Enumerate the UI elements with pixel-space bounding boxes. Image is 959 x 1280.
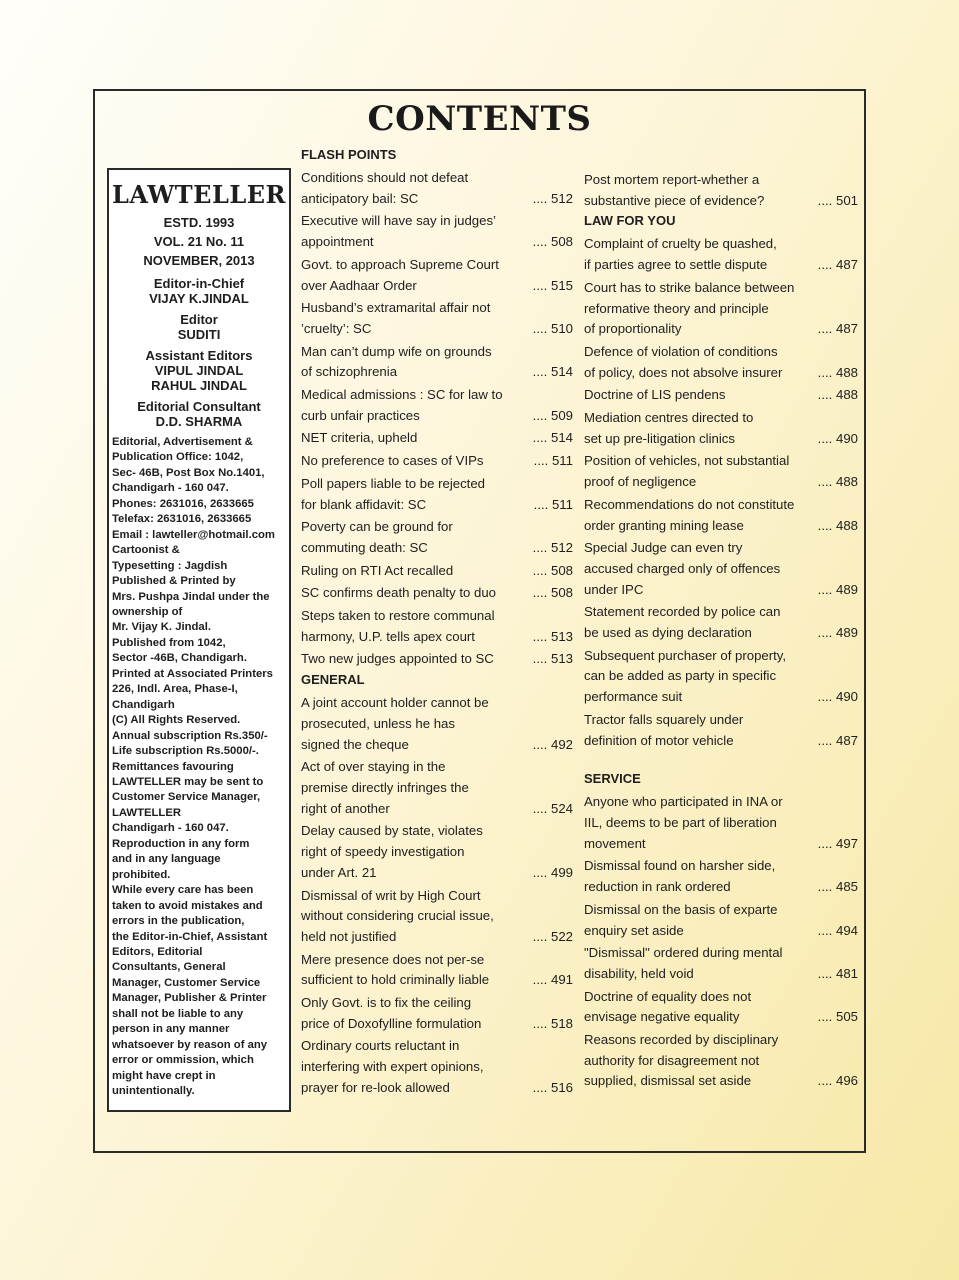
- entry-title: Post mortem report-whether a substantive piece of evidence?: [584, 172, 765, 208]
- contents-entry[interactable]: [584, 495, 858, 536]
- entry-page: .... 488: [817, 474, 858, 490]
- entry-page: .... 487: [817, 732, 858, 748]
- entry-page: .... 512: [532, 539, 573, 555]
- contents-entry[interactable]: [584, 646, 858, 708]
- editor-in-chief-label: Editor-in-Chief: [153, 276, 245, 291]
- entry-page: .... 514: [532, 364, 573, 380]
- contents-entry[interactable]: [584, 451, 858, 492]
- editorial-consultant-label: Editorial Consultant: [137, 399, 261, 414]
- entry-title: Dismissal of writ by High Court without considering crucial issue, held not justified: [301, 887, 494, 944]
- assistant-editor-name: VIPUL JINDAL: [154, 363, 244, 378]
- entry-page: .... 490: [817, 430, 858, 446]
- entry-title: Delay caused by state, violates right of speedy investigation under Art. 21: [301, 823, 483, 880]
- page-title: CONTENTS: [367, 99, 592, 139]
- contents-frame: [93, 89, 866, 1153]
- contents-entry[interactable]: [301, 255, 573, 296]
- contents-entry[interactable]: [584, 234, 858, 275]
- entry-title: Statement recorded by police can be used as dying declaration: [584, 604, 781, 641]
- entry-title: No preference to cases of VIPs: [301, 453, 484, 469]
- entry-page: .... 488: [817, 387, 858, 403]
- established-year: ESTD. 1993: [163, 215, 235, 230]
- contents-entry[interactable]: [301, 474, 573, 515]
- entry-title: Doctrine of equality does not envisage negative equality: [584, 988, 752, 1025]
- entry-title: Conditions should not defeat anticipatory bail: SC: [301, 170, 469, 206]
- contents-entry[interactable]: [301, 517, 573, 558]
- section-heading-flash-points: FLASH POINTS: [301, 147, 397, 162]
- entry-page: .... 513: [532, 651, 573, 667]
- section-heading-service: SERVICE: [584, 771, 641, 787]
- contents-entry[interactable]: [584, 792, 858, 854]
- entry-title: Ordinary courts reluctant in interfering with expert opinions, prayer for re-look allowed: [301, 1038, 484, 1095]
- contents-entry[interactable]: [301, 168, 573, 209]
- contents-entry[interactable]: [301, 583, 573, 604]
- entry-title: Defence of violation of conditions of policy, does not absolve insurer: [584, 343, 783, 380]
- contents-entry[interactable]: [301, 385, 573, 426]
- entry-title: Man can’t dump wife on grounds of schizophrenia: [301, 343, 492, 380]
- editor-label: Editor: [180, 312, 218, 327]
- contents-entry[interactable]: [584, 987, 858, 1028]
- entry-title: Recommendations do not constitute order granting mining lease: [584, 496, 795, 533]
- entry-title: Tractor falls squarely under definition of motor vehicle: [584, 711, 744, 748]
- entry-title: Doctrine of LIS pendens: [584, 387, 726, 403]
- entry-page: .... 487: [817, 257, 858, 273]
- entry-title: Special Judge can even try accused charged only of offences under IPC: [584, 540, 781, 597]
- entry-page: .... 491: [532, 972, 573, 988]
- entry-page: .... 512: [532, 190, 573, 206]
- contents-entry[interactable]: [301, 649, 573, 670]
- entry-page: .... 516: [532, 1079, 573, 1095]
- entry-title: Mere presence does not per-se sufficient to hold criminally liable: [301, 951, 490, 988]
- contents-entry[interactable]: [301, 428, 573, 449]
- assistant-editor-name: RAHUL JINDAL: [151, 378, 247, 393]
- section-heading-general: GENERAL: [301, 672, 365, 688]
- law-for-you-list: [584, 234, 858, 751]
- entry-page: .... 511: [533, 453, 573, 469]
- entry-title: Medical admissions : SC for law to curb unfair practices: [301, 387, 503, 423]
- contents-column-left: [301, 147, 573, 1101]
- contents-entry[interactable]: [301, 886, 573, 948]
- entry-page: .... 518: [532, 1015, 573, 1031]
- entry-page: .... 522: [532, 928, 573, 944]
- masthead-sidebar: [107, 168, 291, 1112]
- entry-title: Only Govt. is to fix the ceiling price of Doxofylline formulation: [301, 995, 482, 1031]
- entry-page: .... 489: [817, 581, 858, 597]
- contents-entry[interactable]: [584, 278, 858, 340]
- entry-page: .... 524: [532, 800, 573, 816]
- entry-title: Poverty can be ground for commuting death: SC: [301, 519, 453, 555]
- entry-page: .... 485: [817, 879, 858, 895]
- contents-entry[interactable]: [301, 757, 573, 819]
- contents-entry[interactable]: [301, 451, 573, 472]
- entry-title: Complaint of cruelty be quashed, if parties agree to settle dispute: [584, 236, 777, 273]
- magazine-name: LAWTELLER: [112, 180, 286, 209]
- entry-title: Steps taken to restore communal harmony, U.P. tells apex court: [301, 608, 495, 644]
- entry-page: .... 487: [817, 321, 858, 337]
- entry-title: Dismissal on the basis of exparte enquiry set aside: [584, 901, 778, 938]
- entry-title: Position of vehicles, not substantial proof of negligence: [584, 453, 790, 490]
- entry-page: .... 511: [533, 496, 573, 512]
- entry-page: .... 481: [817, 965, 858, 981]
- entry-page: .... 514: [532, 430, 573, 446]
- volume-number: VOL. 21 No. 11: [153, 234, 245, 249]
- entry-page: .... 490: [817, 689, 858, 705]
- entry-page: .... 515: [532, 277, 573, 293]
- entry-page: .... 505: [817, 1009, 858, 1025]
- assistant-editors-label: Assistant Editors: [145, 348, 253, 363]
- contents-column-right: [584, 170, 858, 1094]
- entry-title: NET criteria, upheld: [301, 430, 418, 446]
- editor-name: SUDITI: [177, 327, 221, 342]
- contents-entry[interactable]: [301, 606, 573, 647]
- contents-entry[interactable]: [301, 950, 573, 991]
- entry-page: .... 508: [532, 234, 573, 250]
- entry-page: .... 499: [532, 864, 573, 880]
- contents-entry[interactable]: [584, 538, 858, 600]
- entry-page: .... 513: [532, 628, 573, 644]
- entry-page: .... 509: [532, 407, 573, 423]
- entry-page: .... 508: [532, 562, 573, 578]
- contents-entry[interactable]: [584, 900, 858, 941]
- entry-title: Executive will have say in judges’ appointment: [301, 213, 496, 250]
- contents-entry[interactable]: [301, 561, 573, 582]
- entry-title: Dismissal found on harsher side, reduction in rank ordered: [584, 858, 776, 895]
- entry-title: Act of over staying in the premise directly infringes the right of another: [301, 759, 469, 816]
- flash-points-list: [301, 168, 573, 670]
- entry-title: A joint account holder cannot be prosecuted, unless he has signed the cheque: [301, 695, 489, 752]
- contents-entry[interactable]: [584, 943, 858, 984]
- entry-title: Court has to strike balance between reformative theory and principle of proportionality: [584, 279, 795, 337]
- entry-title: Anyone who participated in INA or IIL, deems to be part of liberation movement: [584, 794, 783, 851]
- publication-details: Editorial, Advertisement & Publication Office: 1042, Sec- 46B, Post Box No.1401, Chandigarh - 160 047. Phones: 2631016, 2633665 Telefax: 2631016, 2633665 Email : lawteller@hotmail.com Cartoonist & Typesetting : Jagdish Published & Printed by Mrs. Pushpa Jindal under the ownership of Mr. Vijay K. Jindal. Published from 1042, Sector -46B, Chandigarh. Printed at Associated Printers 226, Indl. Area, Phase-I, Chandigarh (C) All Rights Reserved. Annual subscription Rs.350/- Life subscription Rs.5000/-. Remittances favouring LAWTELLER may be sent to Customer Service Manager, LAWTELLER Chandigarh - 160 047. Reproduction in any form and in any language prohibited. While every care has been taken to avoid mistakes and errors in the publication, the Editor-in-Chief, Assistant Editors, Editorial Consultants, General Manager, Customer Service Manager, Publisher & Printer shall not be liable to any person in any manner whatsoever by reason of any error or ommission, which might have crept in unintentionally.: [112, 436, 275, 1098]
- section-heading-law-for-you: LAW FOR YOU: [584, 213, 676, 229]
- contents-entry[interactable]: [584, 856, 858, 897]
- entry-title: "Dismissal" ordered during mental disability, held void: [584, 945, 783, 981]
- contents-entry[interactable]: [584, 342, 858, 383]
- entry-page: .... 510: [532, 320, 573, 336]
- editorial-consultant-name: D.D. SHARMA: [155, 414, 243, 429]
- entry-title: Govt. to approach Supreme Court over Aadhaar Order: [301, 256, 499, 293]
- entry-title: Two new judges appointed to SC: [301, 651, 494, 667]
- general-list: [301, 693, 573, 1098]
- contents-entry[interactable]: [584, 1030, 858, 1092]
- contents-entry[interactable]: [301, 693, 573, 755]
- contents-entry[interactable]: [584, 408, 858, 449]
- contents-entry[interactable]: [301, 298, 573, 339]
- entry-page: .... 488: [817, 364, 858, 380]
- entry-page: .... 497: [817, 835, 858, 851]
- entry-page: .... 492: [532, 736, 573, 752]
- service-list: [584, 792, 858, 1092]
- entry-page: .... 496: [817, 1073, 858, 1089]
- contents-entry[interactable]: [584, 170, 858, 211]
- entry-page: .... 494: [817, 922, 858, 938]
- contents-entry[interactable]: [584, 710, 858, 751]
- contents-entry[interactable]: [584, 385, 858, 406]
- entry-title: Subsequent purchaser of property, can be added as party in specific performance suit: [584, 647, 787, 705]
- contents-entry[interactable]: [301, 1036, 573, 1098]
- entry-page: .... 488: [817, 517, 858, 533]
- contents-entry[interactable]: [584, 602, 858, 643]
- contents-entry[interactable]: [301, 821, 573, 883]
- entry-page: .... 501: [817, 192, 858, 208]
- entry-title: SC confirms death penalty to duo: [301, 585, 496, 601]
- entry-title: Husband’s extramarital affair not ’cruelty’: SC: [301, 300, 491, 336]
- entry-title: Ruling on RTI Act recalled: [301, 562, 454, 578]
- contents-entry[interactable]: [301, 211, 573, 252]
- entry-title: Mediation centres directed to set up pre-litigation clinics: [584, 410, 754, 446]
- contents-entry[interactable]: [301, 993, 573, 1034]
- editor-in-chief-name: VIJAY K.JINDAL: [149, 291, 249, 306]
- entry-title: Poll papers liable to be rejected for blank affidavit: SC: [301, 475, 486, 512]
- contents-entry[interactable]: [301, 342, 573, 383]
- entry-title: Reasons recorded by disciplinary authority for disagreement not supplied, dismissal set aside: [584, 1032, 779, 1089]
- entry-page: .... 508: [532, 585, 573, 601]
- issue-date: NOVEMBER, 2013: [143, 253, 255, 268]
- entry-page: .... 489: [817, 625, 858, 641]
